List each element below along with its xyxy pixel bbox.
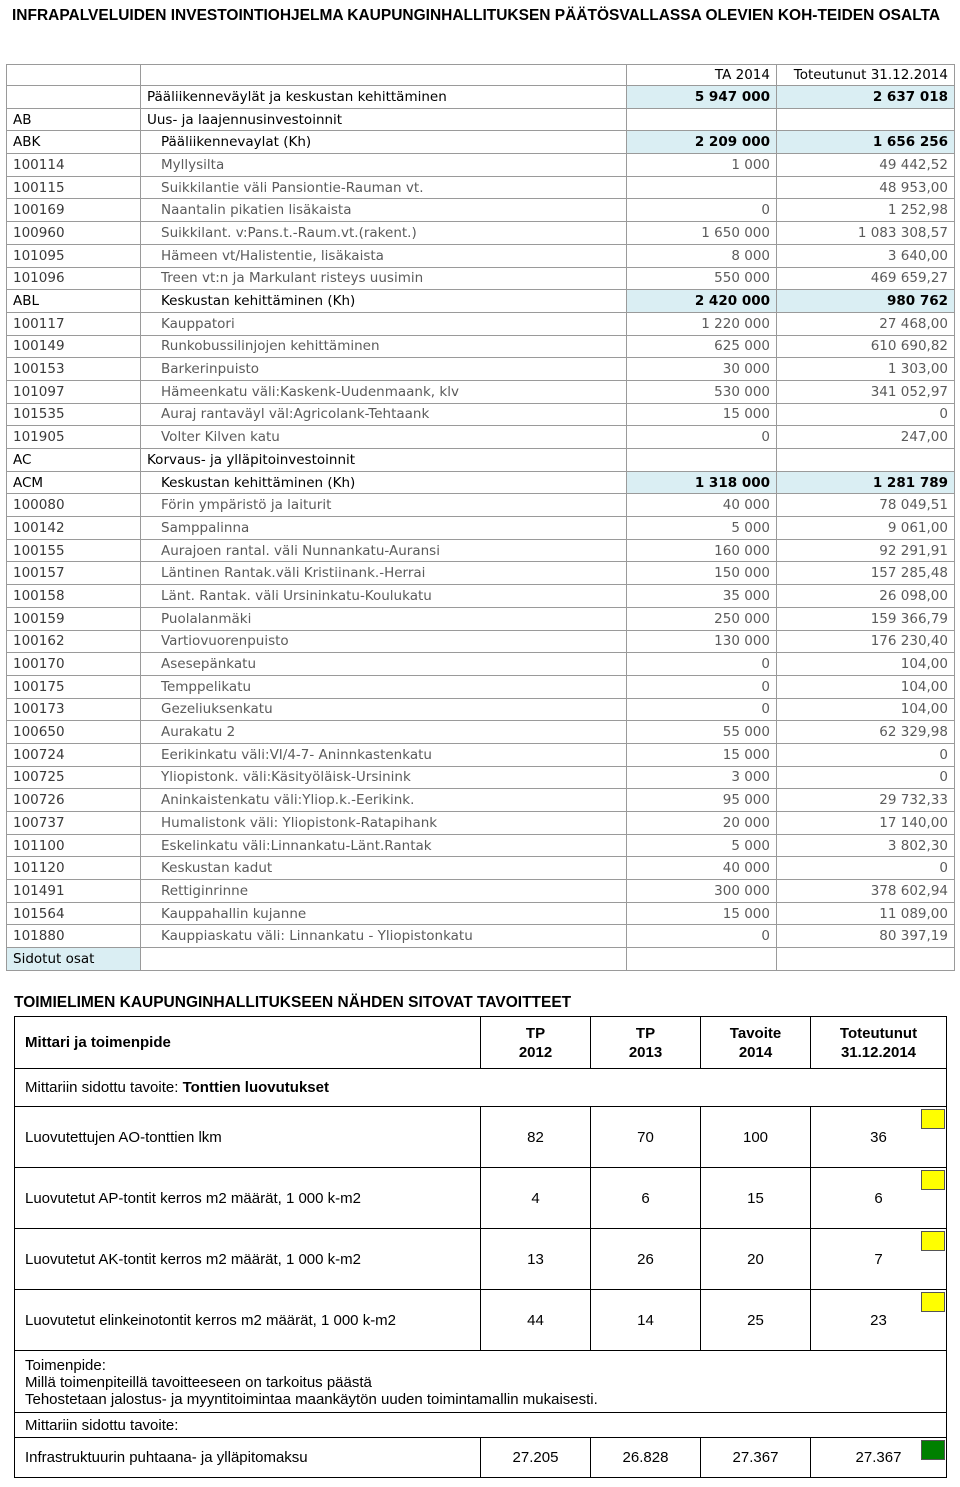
row-actual: 0 [777,857,955,880]
row-ta: 0 [627,925,777,948]
action-line: Tehostetaan jalostus- ja myyntitoimintaa maankäytön uuden toimintamallin mukaisesti. [25,1391,598,1408]
row-code: 101120 [7,857,141,880]
row-name: Treen vt:n ja Markulant risteys uusimin [141,267,627,290]
table-row [7,199,955,222]
table-row [7,358,955,381]
row-actual: 104,00 [777,653,955,676]
row-actual: 17 140,00 [777,812,955,835]
abk-row [7,131,955,154]
row-ta [627,176,777,199]
acm-code: ACM [7,471,141,494]
target-tp2012: 82 [481,1107,591,1168]
row-actual: 1 303,00 [777,358,955,381]
acm-actual: 1 281 789 [777,471,955,494]
ab-name: Uus- ja laajennusinvestoinnit [141,108,627,131]
row-code: 100115 [7,176,141,199]
row-name: Yliopistonk. väli:Käsityöläisk-Ursinink [141,766,627,789]
target-actual: 23 [811,1290,947,1351]
row-actual: 159 366,79 [777,607,955,630]
row-name: Volter Kilven katu [141,426,627,449]
row-code: 100080 [7,494,141,517]
row-name: Kauppahallin kujanne [141,902,627,925]
table-row [7,925,955,948]
col-actual-header-2: Toteutunut 31.12.2014 [811,1017,947,1069]
target-actual: 7 [811,1229,947,1290]
row-code: 100142 [7,517,141,540]
table-row [7,335,955,358]
abk-actual: 1 656 256 [777,131,955,154]
investment-table [6,64,955,971]
table-row [7,857,955,880]
row-actual: 378 602,94 [777,880,955,903]
row-ta: 1 650 000 [627,222,777,245]
target-label: Luovutetut AK-tontit kerros m2 määrät, 1 000 k-m2 [15,1229,481,1290]
table-row [7,607,955,630]
row-code: 100117 [7,312,141,335]
abl-actual: 980 762 [777,290,955,313]
row-ta: 0 [627,653,777,676]
row-name: Eerikinkatu väli:VI/4-7- Aninnkastenkatu [141,743,627,766]
row-code: 100724 [7,743,141,766]
table-row [7,380,955,403]
bound-goal-2-row [15,1413,947,1438]
row-actual: 247,00 [777,426,955,449]
row-code: 101491 [7,880,141,903]
row-code: 100173 [7,698,141,721]
table-row [7,721,955,744]
abl-row [7,290,955,313]
row-ta: 5 000 [627,834,777,857]
row-code: 100725 [7,766,141,789]
target-tp2013: 6 [591,1168,701,1229]
row-code: 100162 [7,630,141,653]
table-row [7,494,955,517]
row-code: 100157 [7,562,141,585]
target-tp2013: 26 [591,1229,701,1290]
row-name: Rettiginrinne [141,880,627,903]
row-name: Suikkilant. v:Pans.t.-Raum.vt.(rakent.) [141,222,627,245]
row-name: Asesepänkatu [141,653,627,676]
row-ta: 15 000 [627,743,777,766]
bound-goal-2: Mittariin sidottu tavoite: [15,1413,947,1438]
target-tp2012: 13 [481,1229,591,1290]
abl-name: Keskustan kehittäminen (Kh) [141,290,627,313]
target-row [15,1229,947,1290]
row-name: Suikkilantie väli Pansiontie-Rauman vt. [141,176,627,199]
ac-row [7,449,955,472]
acm-ta: 1 318 000 [627,471,777,494]
row-code: 101097 [7,380,141,403]
row-actual: 0 [777,403,955,426]
row-actual: 104,00 [777,698,955,721]
table-row [7,766,955,789]
row-actual: 0 [777,766,955,789]
targets-header-row [15,1017,947,1069]
table-row [7,426,955,449]
status-indicator [921,1109,945,1129]
target-goal: 25 [701,1290,811,1351]
row-actual: 157 285,48 [777,562,955,585]
table-row [7,834,955,857]
target-goal: 27.367 [701,1438,811,1478]
row-name: Vartiovuorenpuisto [141,630,627,653]
bound-goal-row [15,1069,947,1107]
row-name: Humalistonk väli: Yliopistonk-Ratapihank [141,812,627,835]
table-row [7,880,955,903]
row-code: 100175 [7,675,141,698]
target-row [15,1438,947,1478]
main-actual: 2 637 018 [777,86,955,109]
row-code: 100155 [7,539,141,562]
status-indicator [921,1440,945,1460]
col-goal-header: Tavoite 2014 [701,1017,811,1069]
ab-row [7,108,955,131]
row-ta: 130 000 [627,630,777,653]
row-actual: 11 089,00 [777,902,955,925]
col-ta-header: TA 2014 [627,65,777,86]
table-row [7,653,955,676]
row-actual: 26 098,00 [777,585,955,608]
row-ta: 55 000 [627,721,777,744]
row-name: Temppelikatu [141,675,627,698]
row-code: 100726 [7,789,141,812]
row-name: Aurajoen rantal. väli Nunnankatu-Auransi [141,539,627,562]
row-actual: 3 802,30 [777,834,955,857]
target-actual: 6 [811,1168,947,1229]
status-indicator [921,1170,945,1190]
row-actual: 1 252,98 [777,199,955,222]
row-code: 100149 [7,335,141,358]
table-row [7,154,955,177]
row-ta: 40 000 [627,494,777,517]
row-code: 100158 [7,585,141,608]
row-actual: 1 083 308,57 [777,222,955,245]
acm-name: Keskustan kehittäminen (Kh) [141,471,627,494]
table-row [7,267,955,290]
target-tp2013: 70 [591,1107,701,1168]
row-code: 100170 [7,653,141,676]
target-row [15,1107,947,1168]
target-tp2013: 26.828 [591,1438,701,1478]
page-title: INFRAPALVELUIDEN INVESTOINTIOHJELMA KAUPUNGINHALLITUKSEN PÄÄTÖSVALLASSA OLEVIEN KOH-TEIDEN OSALTA [12,7,941,24]
row-name: Runkobussilinjojen kehittäminen [141,335,627,358]
row-ta: 550 000 [627,267,777,290]
target-goal: 20 [701,1229,811,1290]
col-tp2012-header: TP 2012 [481,1017,591,1069]
header-row [7,65,955,86]
row-actual: 610 690,82 [777,335,955,358]
row-code: 101100 [7,834,141,857]
ac-name: Korvaus- ja ylläpitoinvestoinnit [141,449,627,472]
row-ta: 35 000 [627,585,777,608]
target-label: Infrastruktuurin puhtaana- ja ylläpitomaksu [15,1438,481,1478]
row-actual: 49 442,52 [777,154,955,177]
row-name: Kauppiaskatu väli: Linnankatu - Yliopistonkatu [141,925,627,948]
bound-goal: Mittariin sidottu tavoite: Tonttien luovutukset [15,1069,947,1107]
main-heading-row [7,86,955,109]
row-ta: 300 000 [627,880,777,903]
row-ta: 8 000 [627,244,777,267]
row-actual: 341 052,97 [777,380,955,403]
row-ta: 0 [627,675,777,698]
row-actual: 29 732,33 [777,789,955,812]
row-code: 101096 [7,267,141,290]
row-actual: 104,00 [777,675,955,698]
abl-ta: 2 420 000 [627,290,777,313]
sidotut-label: Sidotut osat [7,948,141,971]
row-code: 101564 [7,902,141,925]
action-line: Millä toimenpiteillä tavoitteeseen on tarkoitus päästä [25,1374,372,1391]
targets-title: TOIMIELIMEN KAUPUNGINHALLITUKSEEN NÄHDEN SITOVAT TAVOITTEET [14,994,572,1011]
col-tp2013-header: TP 2013 [591,1017,701,1069]
table-row [7,176,955,199]
table-row [7,585,955,608]
col-actual-header: Toteutunut 31.12.2014 [777,65,955,86]
row-name: Eskelinkatu väli:Linnankatu-Länt.Rantak [141,834,627,857]
row-name: Puolalanmäki [141,607,627,630]
row-name: Gezeliuksenkatu [141,698,627,721]
row-actual: 0 [777,743,955,766]
target-tp2013: 14 [591,1290,701,1351]
target-tp2012: 4 [481,1168,591,1229]
target-label: Luovutettujen AO-tonttien lkm [15,1107,481,1168]
table-row [7,403,955,426]
action-text [15,1351,947,1413]
row-ta: 3 000 [627,766,777,789]
row-name: Hämeen vt/Halistentie, lisäkaista [141,244,627,267]
row-name: Auraj rantaväyl väl:Agricolank-Tehtaank [141,403,627,426]
row-actual: 80 397,19 [777,925,955,948]
row-actual: 92 291,91 [777,539,955,562]
table-row [7,244,955,267]
row-ta: 1 000 [627,154,777,177]
row-name: Myllysilta [141,154,627,177]
row-name: Kauppatori [141,312,627,335]
target-row [15,1290,947,1351]
abk-name: Pääliikennevaylat (Kh) [141,131,627,154]
row-ta: 5 000 [627,517,777,540]
row-actual: 48 953,00 [777,176,955,199]
target-tp2012: 44 [481,1290,591,1351]
table-row [7,562,955,585]
row-actual: 9 061,00 [777,517,955,540]
row-actual: 62 329,98 [777,721,955,744]
row-code: 100159 [7,607,141,630]
row-ta: 1 220 000 [627,312,777,335]
target-actual: 36 [811,1107,947,1168]
row-ta: 250 000 [627,607,777,630]
row-code: 100169 [7,199,141,222]
row-ta: 15 000 [627,902,777,925]
ac-code: AC [7,449,141,472]
status-indicator [921,1292,945,1312]
abk-code: ABK [7,131,141,154]
target-tp2012: 27.205 [481,1438,591,1478]
row-ta: 625 000 [627,335,777,358]
table-row [7,539,955,562]
targets-table [14,1016,947,1478]
row-code: 101905 [7,426,141,449]
row-code: 100153 [7,358,141,381]
row-actual: 469 659,27 [777,267,955,290]
sidotut-row [7,948,955,971]
row-ta: 0 [627,698,777,721]
row-name: Keskustan kadut [141,857,627,880]
row-ta: 150 000 [627,562,777,585]
main-heading: Pääliikenneväylät ja keskustan kehittäminen [141,86,627,109]
table-row [7,675,955,698]
row-ta: 0 [627,426,777,449]
row-ta: 95 000 [627,789,777,812]
row-name: Samppalinna [141,517,627,540]
abl-code: ABL [7,290,141,313]
target-row [15,1168,947,1229]
row-ta: 40 000 [627,857,777,880]
target-label: Luovutetut AP-tontit kerros m2 määrät, 1 000 k-m2 [15,1168,481,1229]
main-ta: 5 947 000 [627,86,777,109]
target-goal: 15 [701,1168,811,1229]
row-name: Naantalin pikatien lisäkaista [141,199,627,222]
acm-row [7,471,955,494]
table-row [7,222,955,245]
row-ta: 530 000 [627,380,777,403]
table-row [7,789,955,812]
row-code: 101535 [7,403,141,426]
row-ta: 20 000 [627,812,777,835]
row-ta: 160 000 [627,539,777,562]
row-ta: 0 [627,199,777,222]
ab-code: AB [7,108,141,131]
action-line: Toimenpide: [25,1357,106,1374]
row-name: Barkerinpuisto [141,358,627,381]
table-row [7,630,955,653]
row-actual: 176 230,40 [777,630,955,653]
row-name: Länt. Rantak. väli Ursininkatu-Koulukatu [141,585,627,608]
target-goal: 100 [701,1107,811,1168]
row-code: 100737 [7,812,141,835]
table-row [7,812,955,835]
row-code: 101880 [7,925,141,948]
row-actual: 78 049,51 [777,494,955,517]
table-row [7,698,955,721]
table-row [7,517,955,540]
col-measure-header: Mittari ja toimenpide [15,1017,481,1069]
row-name: Aninkaistenkatu väli:Yliop.k.-Eerikink. [141,789,627,812]
row-code: 100114 [7,154,141,177]
row-code: 100650 [7,721,141,744]
row-ta: 30 000 [627,358,777,381]
abk-ta: 2 209 000 [627,131,777,154]
row-actual: 27 468,00 [777,312,955,335]
table-row [7,743,955,766]
target-actual: 27.367 [811,1438,947,1478]
status-indicator [921,1231,945,1251]
row-code: 100960 [7,222,141,245]
row-code: 101095 [7,244,141,267]
target-label: Luovutetut elinkeinotontit kerros m2 määrät, 1 000 k-m2 [15,1290,481,1351]
row-name: Aurakatu 2 [141,721,627,744]
table-row [7,312,955,335]
table-row [7,902,955,925]
row-ta: 15 000 [627,403,777,426]
row-name: Läntinen Rantak.väli Kristiinank.-Herrai [141,562,627,585]
row-actual: 3 640,00 [777,244,955,267]
action-row [15,1351,947,1413]
row-name: Förin ympäristö ja laiturit [141,494,627,517]
row-name: Hämeenkatu väli:Kaskenk-Uudenmaank, klv [141,380,627,403]
